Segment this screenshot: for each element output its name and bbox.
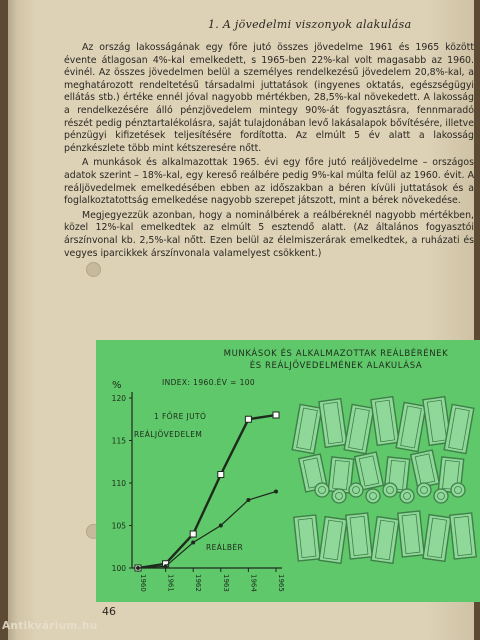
page-number: 46: [102, 605, 116, 618]
y-tick-label: 115: [111, 436, 126, 446]
series-realjovedelem-point: [218, 472, 224, 478]
series-realber-point: [219, 524, 223, 528]
plot-area: [112, 392, 285, 592]
coin: [366, 489, 380, 503]
coin: [451, 483, 465, 497]
line-chart: [96, 340, 480, 602]
banknote: [450, 513, 476, 559]
coin: [434, 489, 448, 503]
chart-title-line-2: ÉS REÁLJÖVEDELMÉNEK ALAKULÁSA: [249, 361, 423, 371]
series-realber-point: [246, 498, 250, 502]
coin: [315, 483, 329, 497]
coin: [349, 483, 363, 497]
series-realber-point: [164, 564, 168, 568]
x-tick-label: 1963: [221, 574, 230, 592]
coin: [383, 483, 397, 497]
x-tick-label: 1965: [277, 574, 285, 592]
banknote: [294, 515, 320, 561]
index-label: INDEX: 1960.ÉV = 100: [162, 378, 256, 387]
banknote: [371, 517, 399, 564]
banknote: [423, 515, 451, 562]
paragraph-2: A munkások és alkalmazottak 1965. évi egy főre jutó reáljövedelme – országos adatok szerint – 18%-kal, egy kereső reálbére pedig 9%-kal múlta felül az 1960. évit. A reáljövedelmek emelkedésében ebben az időszakban a béren kívüli juttatások és a foglalkoztatottság emelkedése nagyobb szerepet játszott, mint a bérek növekedése.: [64, 157, 474, 207]
margin-dot: [86, 262, 101, 277]
y-tick-label: 105: [111, 521, 126, 531]
series-realjovedelem-point: [190, 531, 196, 537]
banknote: [319, 517, 347, 564]
banknote: [411, 450, 440, 488]
series-label-realber: REÁLBÉR: [206, 543, 244, 552]
coin: [400, 489, 414, 503]
x-tick-label: 1964: [249, 574, 258, 592]
book-page: [8, 0, 474, 640]
series-label-line-1: 1 FŐRE JUTÓ: [154, 412, 207, 421]
coin: [332, 489, 346, 503]
x-tick-label: 1960: [139, 574, 147, 592]
series-realber-point: [136, 566, 140, 570]
paragraph-3: Megjegyezzük azonban, hogy a nominálbérek a reálbéreknél nagyobb mértékben, közel 12%-kal emelkedtek az elmúlt 5 esztendő alatt. (Az általános fogyasztói árszínvonal kb. 2,5%-kal nőtt. Ezen belül az élelmiszerárak emelkedtek, a ruházati és vegyes iparcikkek árszínvonala valamelyest csökkent.): [64, 209, 474, 259]
series-realjovedelem-point: [273, 412, 279, 418]
series-realjovedelem-line: [138, 415, 276, 568]
paragraph-1: Az ország lakosságának egy főre jutó összes jövedelme 1961 és 1965 között évente átlagosan 4%-kal emelkedett, s 1965-ben 22%-kal volt magasabb az 1960. évinél. Az összes jövedelmen belül a személyes rendelkezésű jövedelem 20,8%-kal, a meghatározott rendeltetésű társadalmi juttatások (ingyenes oktatás, egészségügyi ellátás stb.) értéke ennél jóval nagyobb mértékben, 28,5%-kal növekedett. A lakosság a rendelkezésére álló pénzjövedelem mintegy 90%-át fogyasztásra, fennmaradó részét pedig pénztartalékolásra, saját tulajdonában levő lakásalapok bővítésére, illetve pénzügyi kifizetések teljesítésére fordította. Az elmúlt 5 év alatt a lakosság pénzkészlete több mint kétszeresére nőtt.: [64, 42, 474, 154]
coin: [417, 483, 431, 497]
series-realber-point: [274, 490, 278, 494]
x-tick-label: 1961: [166, 574, 175, 592]
x-tick-label: 1962: [194, 574, 203, 592]
series-realjovedelem-point: [245, 416, 251, 422]
banknote: [371, 397, 399, 446]
y-tick-label: 120: [111, 394, 126, 403]
y-tick-label: 100: [111, 564, 126, 573]
page-gutter: [8, 0, 18, 640]
banknote: [319, 399, 347, 448]
body-text: [64, 42, 474, 262]
chart-panel: [96, 340, 480, 602]
banknote: [346, 513, 372, 559]
banknote-illustration: [292, 397, 476, 564]
y-tick-label: 110: [111, 479, 126, 488]
watermark: Antikvárium.hu: [2, 620, 98, 632]
series-label-line-2: REÁLJÖVEDELEM: [134, 430, 203, 439]
banknote: [398, 511, 424, 557]
running-header: 1. A jövedelmi viszonyok alakulása: [208, 18, 412, 31]
y-axis-label: %: [112, 380, 122, 391]
chart-title-line-1: MUNKÁSOK ÉS ALKALMAZOTTAK REÁLBÉRÉNEK: [223, 349, 449, 359]
series-realber-point: [191, 541, 195, 545]
